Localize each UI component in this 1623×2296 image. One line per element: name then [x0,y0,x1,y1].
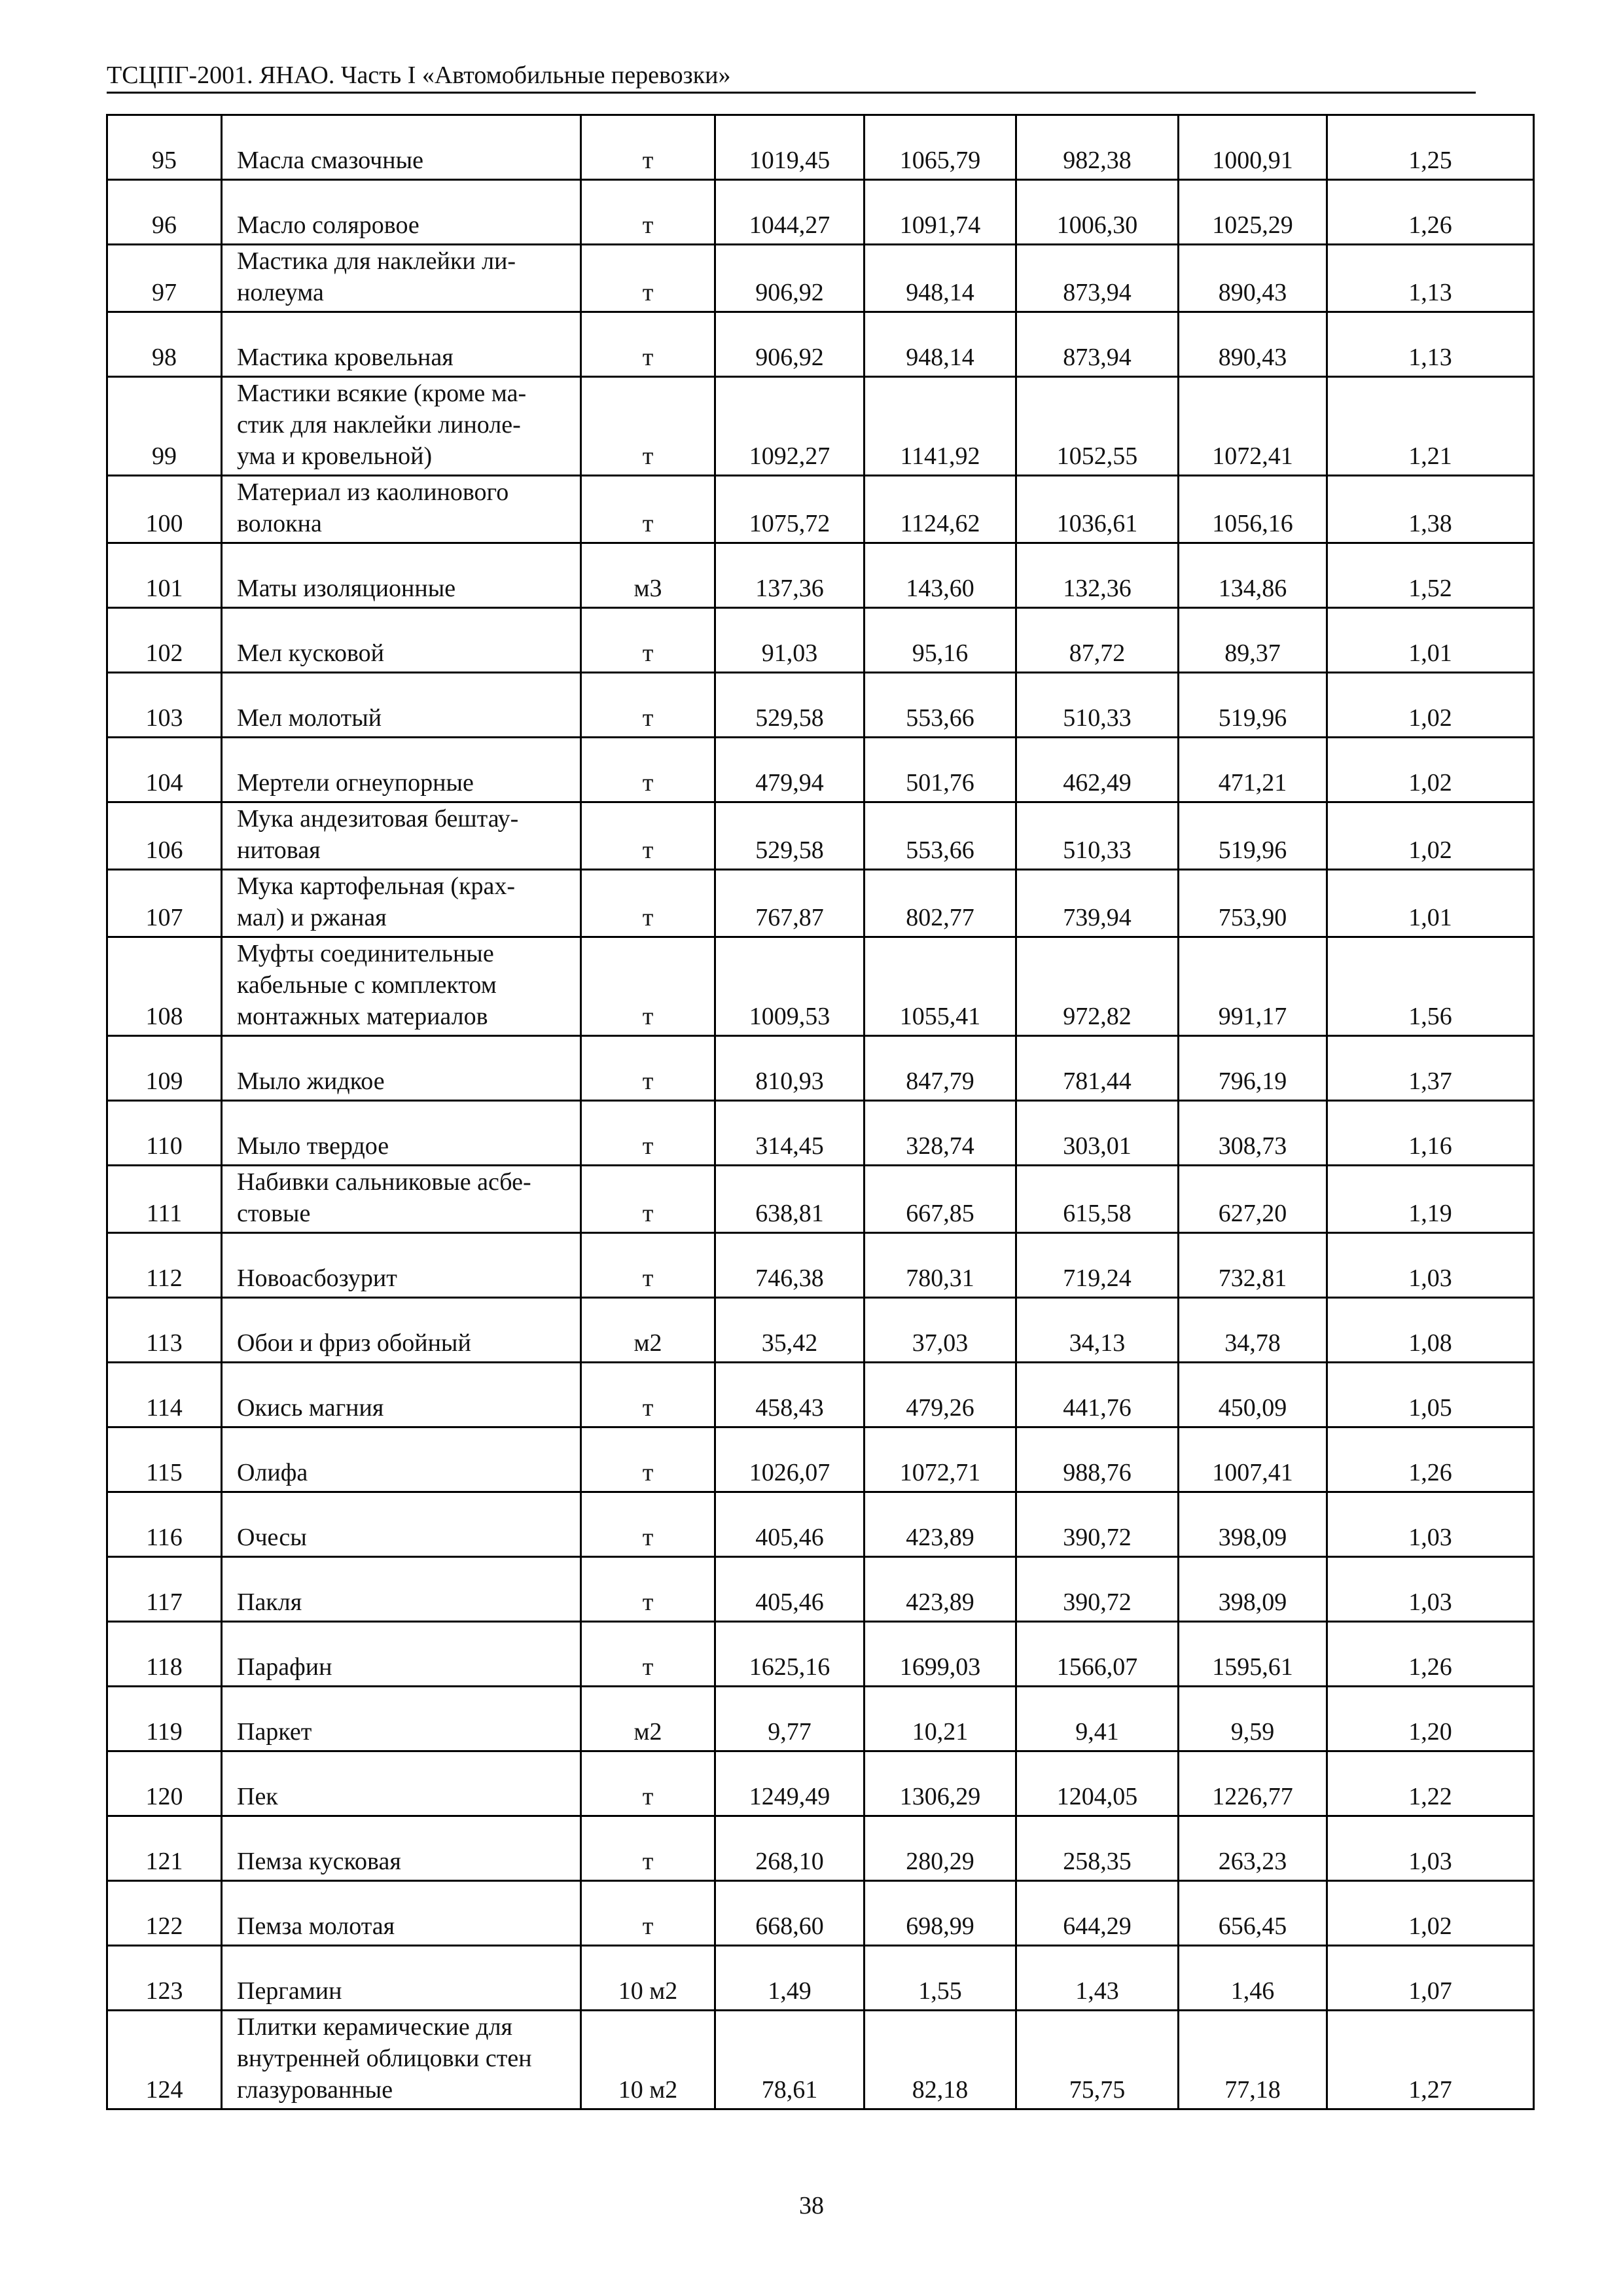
cell-unit: т [581,608,715,673]
cell-value-2: 847,79 [865,1036,1016,1101]
cell-coefficient: 1,22 [1327,1751,1534,1816]
table-row [107,870,1534,937]
cell-unit: м2 [581,1298,715,1363]
cell-coefficient: 1,52 [1327,543,1534,608]
cell-value-1: 906,92 [715,312,865,377]
cell-value-2: 95,16 [865,608,1016,673]
cell-coefficient: 1,01 [1327,870,1534,937]
table-row [107,802,1534,870]
cell-value-2: 82,18 [865,2011,1016,2109]
cell-number: 124 [107,2011,222,2109]
cell-number: 119 [107,1687,222,1751]
table-row [107,245,1534,312]
cell-name: Новоасбозурит [222,1233,581,1298]
cell-coefficient: 1,02 [1327,802,1534,870]
cell-coefficient: 1,02 [1327,738,1534,802]
cell-value-4: 471,21 [1179,738,1327,802]
cell-value-1: 1249,49 [715,1751,865,1816]
cell-coefficient: 1,19 [1327,1166,1534,1233]
cell-value-4: 1,46 [1179,1946,1327,2011]
cell-coefficient: 1,03 [1327,1492,1534,1557]
cell-value-1: 479,94 [715,738,865,802]
cell-name: Мел молотый [222,673,581,738]
cell-unit: т [581,1816,715,1881]
cell-value-4: 656,45 [1179,1881,1327,1946]
cell-value-4: 1025,29 [1179,180,1327,245]
cell-value-1: 746,38 [715,1233,865,1298]
cell-value-3: 1006,30 [1016,180,1179,245]
table-row [107,1751,1534,1816]
cell-unit: т [581,377,715,476]
cell-name: Мастика для наклейки ли- нолеума [222,245,581,312]
cell-name: Мастика кровельная [222,312,581,377]
cell-number: 104 [107,738,222,802]
table-row [107,543,1534,608]
cell-name: Очесы [222,1492,581,1557]
cell-coefficient: 1,01 [1327,608,1534,673]
cell-coefficient: 1,56 [1327,937,1534,1036]
table-row [107,1233,1534,1298]
cell-value-3: 303,01 [1016,1101,1179,1166]
cell-value-3: 781,44 [1016,1036,1179,1101]
cell-coefficient: 1,07 [1327,1946,1534,2011]
cell-value-2: 948,14 [865,312,1016,377]
cell-value-2: 479,26 [865,1363,1016,1427]
table-row [107,1298,1534,1363]
cell-coefficient: 1,21 [1327,377,1534,476]
cell-value-2: 143,60 [865,543,1016,608]
table-row [107,1881,1534,1946]
table-row [107,1166,1534,1233]
cell-unit: т [581,245,715,312]
cell-value-4: 890,43 [1179,312,1327,377]
cell-number: 102 [107,608,222,673]
cell-unit: м3 [581,543,715,608]
cell-value-3: 873,94 [1016,312,1179,377]
cell-value-1: 638,81 [715,1166,865,1233]
table-row [107,1427,1534,1492]
cell-name: Набивки сальниковые асбе- стовые [222,1166,581,1233]
cell-name: Пергамин [222,1946,581,2011]
table-row [107,1557,1534,1622]
cell-coefficient: 1,03 [1327,1816,1534,1881]
cell-number: 101 [107,543,222,608]
cell-unit: т [581,1363,715,1427]
cell-name: Парафин [222,1622,581,1687]
cell-value-4: 134,86 [1179,543,1327,608]
cell-value-2: 1306,29 [865,1751,1016,1816]
cell-coefficient: 1,26 [1327,1427,1534,1492]
page-header [107,60,1476,94]
cell-number: 111 [107,1166,222,1233]
cell-name: Маты изоляционные [222,543,581,608]
cell-value-3: 9,41 [1016,1687,1179,1751]
cell-coefficient: 1,03 [1327,1233,1534,1298]
table-row [107,1687,1534,1751]
cell-name: Обои и фриз обойный [222,1298,581,1363]
cell-coefficient: 1,38 [1327,476,1534,543]
cell-value-1: 405,46 [715,1557,865,1622]
cell-value-3: 644,29 [1016,1881,1179,1946]
cell-value-1: 1075,72 [715,476,865,543]
cell-number: 103 [107,673,222,738]
table-row [107,312,1534,377]
cell-name: Мука картофельная (крах- мал) и ржаная [222,870,581,937]
cell-number: 98 [107,312,222,377]
cell-unit: т [581,1881,715,1946]
header-title: ТСЦПГ-2001. ЯНАО. Часть I «Автомобильные перевозки» [107,62,731,89]
cell-value-4: 890,43 [1179,245,1327,312]
cell-value-1: 1026,07 [715,1427,865,1492]
cell-coefficient: 1,16 [1327,1101,1534,1166]
table-row [107,377,1534,476]
cell-unit: т [581,1101,715,1166]
cell-value-2: 1055,41 [865,937,1016,1036]
cell-unit: т [581,115,715,180]
cell-value-4: 450,09 [1179,1363,1327,1427]
cell-coefficient: 1,26 [1327,1622,1534,1687]
cell-number: 115 [107,1427,222,1492]
cell-value-1: 1009,53 [715,937,865,1036]
cell-value-2: 1065,79 [865,115,1016,180]
cell-number: 108 [107,937,222,1036]
cell-value-2: 37,03 [865,1298,1016,1363]
cell-value-3: 87,72 [1016,608,1179,673]
cell-value-1: 1,49 [715,1946,865,2011]
cell-unit: т [581,1557,715,1622]
cell-value-3: 873,94 [1016,245,1179,312]
cell-unit: т [581,1036,715,1101]
cell-name: Окись магния [222,1363,581,1427]
cell-value-3: 390,72 [1016,1557,1179,1622]
cell-value-4: 1226,77 [1179,1751,1327,1816]
cell-value-1: 1044,27 [715,180,865,245]
cell-number: 106 [107,802,222,870]
cell-name: Мыло жидкое [222,1036,581,1101]
cell-name: Паркет [222,1687,581,1751]
table-row [107,937,1534,1036]
cell-value-1: 314,45 [715,1101,865,1166]
cell-value-4: 263,23 [1179,1816,1327,1881]
cell-value-3: 719,24 [1016,1233,1179,1298]
table-row [107,1946,1534,2011]
cell-coefficient: 1,26 [1327,180,1534,245]
cell-value-4: 753,90 [1179,870,1327,937]
cell-value-1: 1019,45 [715,115,865,180]
cell-value-2: 1091,74 [865,180,1016,245]
page-footer [0,2191,1623,2220]
cell-value-2: 553,66 [865,802,1016,870]
cell-value-4: 77,18 [1179,2011,1327,2109]
cell-name: Муфты соединительные кабельные с комплектом монтажных материалов [222,937,581,1036]
cell-value-3: 1566,07 [1016,1622,1179,1687]
cell-value-1: 529,58 [715,673,865,738]
table-row [107,2011,1534,2109]
cell-value-3: 972,82 [1016,937,1179,1036]
cell-value-4: 519,96 [1179,802,1327,870]
cell-coefficient: 1,37 [1327,1036,1534,1101]
cell-unit: т [581,476,715,543]
cell-value-2: 1072,71 [865,1427,1016,1492]
cell-value-1: 91,03 [715,608,865,673]
cell-value-4: 1007,41 [1179,1427,1327,1492]
cell-unit: т [581,1622,715,1687]
cell-name: Материал из каолинового волокна [222,476,581,543]
cell-value-2: 698,99 [865,1881,1016,1946]
table-row [107,1492,1534,1557]
cell-value-2: 10,21 [865,1687,1016,1751]
cell-value-3: 982,38 [1016,115,1179,180]
cell-value-1: 35,42 [715,1298,865,1363]
cell-value-1: 78,61 [715,2011,865,2109]
cell-value-3: 462,49 [1016,738,1179,802]
cell-value-3: 739,94 [1016,870,1179,937]
cell-name: Мука андезитовая бештау- нитовая [222,802,581,870]
cell-number: 97 [107,245,222,312]
cell-value-3: 1,43 [1016,1946,1179,2011]
cell-unit: т [581,1427,715,1492]
cell-unit: 10 м2 [581,1946,715,2011]
table-row [107,608,1534,673]
cell-value-3: 988,76 [1016,1427,1179,1492]
cell-value-1: 906,92 [715,245,865,312]
cell-unit: т [581,673,715,738]
price-table [106,114,1535,2110]
cell-number: 117 [107,1557,222,1622]
cell-number: 118 [107,1622,222,1687]
table-row [107,673,1534,738]
cell-number: 110 [107,1101,222,1166]
cell-unit: т [581,738,715,802]
cell-number: 122 [107,1881,222,1946]
cell-unit: т [581,1233,715,1298]
cell-coefficient: 1,02 [1327,1881,1534,1946]
cell-value-1: 137,36 [715,543,865,608]
table-row [107,115,1534,180]
price-table-body [107,115,1534,2109]
cell-unit: т [581,180,715,245]
cell-number: 95 [107,115,222,180]
cell-value-1: 529,58 [715,802,865,870]
cell-coefficient: 1,13 [1327,245,1534,312]
cell-value-2: 1141,92 [865,377,1016,476]
cell-number: 114 [107,1363,222,1427]
cell-number: 121 [107,1816,222,1881]
cell-unit: 10 м2 [581,2011,715,2109]
cell-name: Мастики всякие (кроме ма- стик для наклейки линоле- ума и кровельной) [222,377,581,476]
cell-unit: м2 [581,1687,715,1751]
cell-unit: т [581,937,715,1036]
cell-value-3: 1052,55 [1016,377,1179,476]
cell-unit: т [581,1166,715,1233]
table-row [107,1101,1534,1166]
cell-number: 99 [107,377,222,476]
cell-value-4: 627,20 [1179,1166,1327,1233]
cell-number: 113 [107,1298,222,1363]
cell-value-4: 89,37 [1179,608,1327,673]
cell-value-1: 810,93 [715,1036,865,1101]
cell-name: Пемза кусковая [222,1816,581,1881]
cell-value-1: 405,46 [715,1492,865,1557]
cell-value-3: 1204,05 [1016,1751,1179,1816]
cell-unit: т [581,870,715,937]
cell-value-2: 948,14 [865,245,1016,312]
cell-value-2: 423,89 [865,1557,1016,1622]
page-number: 38 [799,2192,824,2219]
cell-coefficient: 1,13 [1327,312,1534,377]
cell-value-4: 991,17 [1179,937,1327,1036]
cell-number: 109 [107,1036,222,1101]
cell-value-4: 1072,41 [1179,377,1327,476]
cell-coefficient: 1,27 [1327,2011,1534,2109]
cell-value-2: 1699,03 [865,1622,1016,1687]
cell-number: 100 [107,476,222,543]
cell-value-2: 780,31 [865,1233,1016,1298]
cell-name: Плитки керамические для внутренней облицовки стен глазурованные [222,2011,581,2109]
cell-number: 123 [107,1946,222,2011]
table-row [107,738,1534,802]
cell-value-4: 1056,16 [1179,476,1327,543]
cell-name: Мел кусковой [222,608,581,673]
cell-coefficient: 1,03 [1327,1557,1534,1622]
cell-value-3: 441,76 [1016,1363,1179,1427]
cell-number: 107 [107,870,222,937]
cell-value-3: 34,13 [1016,1298,1179,1363]
cell-value-4: 398,09 [1179,1492,1327,1557]
cell-number: 112 [107,1233,222,1298]
cell-value-4: 34,78 [1179,1298,1327,1363]
cell-value-4: 1595,61 [1179,1622,1327,1687]
cell-value-2: 328,74 [865,1101,1016,1166]
cell-value-1: 268,10 [715,1816,865,1881]
cell-value-1: 767,87 [715,870,865,937]
cell-value-4: 9,59 [1179,1687,1327,1751]
cell-name: Олифа [222,1427,581,1492]
cell-name: Мыло твердое [222,1101,581,1166]
cell-number: 96 [107,180,222,245]
table-row [107,1816,1534,1881]
cell-value-3: 510,33 [1016,673,1179,738]
cell-value-3: 615,58 [1016,1166,1179,1233]
cell-value-3: 132,36 [1016,543,1179,608]
cell-unit: т [581,1492,715,1557]
cell-value-1: 458,43 [715,1363,865,1427]
cell-coefficient: 1,02 [1327,673,1534,738]
cell-name: Пакля [222,1557,581,1622]
cell-name: Масла смазочные [222,115,581,180]
cell-value-2: 423,89 [865,1492,1016,1557]
table-row [107,476,1534,543]
cell-value-4: 308,73 [1179,1101,1327,1166]
table-row [107,1622,1534,1687]
cell-value-2: 802,77 [865,870,1016,937]
cell-name: Мертели огнеупорные [222,738,581,802]
cell-value-4: 796,19 [1179,1036,1327,1101]
table-row [107,1363,1534,1427]
cell-unit: т [581,1751,715,1816]
cell-value-2: 501,76 [865,738,1016,802]
cell-value-1: 668,60 [715,1881,865,1946]
cell-number: 116 [107,1492,222,1557]
cell-coefficient: 1,25 [1327,115,1534,180]
cell-value-1: 9,77 [715,1687,865,1751]
table-row [107,1036,1534,1101]
cell-value-2: 553,66 [865,673,1016,738]
cell-value-3: 1036,61 [1016,476,1179,543]
cell-value-3: 75,75 [1016,2011,1179,2109]
cell-coefficient: 1,05 [1327,1363,1534,1427]
cell-value-4: 398,09 [1179,1557,1327,1622]
cell-value-1: 1092,27 [715,377,865,476]
cell-number: 120 [107,1751,222,1816]
cell-name: Пек [222,1751,581,1816]
cell-name: Пемза молотая [222,1881,581,1946]
cell-coefficient: 1,20 [1327,1687,1534,1751]
cell-unit: т [581,802,715,870]
cell-value-3: 510,33 [1016,802,1179,870]
cell-unit: т [581,312,715,377]
cell-coefficient: 1,08 [1327,1298,1534,1363]
cell-value-2: 667,85 [865,1166,1016,1233]
cell-value-3: 258,35 [1016,1816,1179,1881]
cell-value-4: 1000,91 [1179,115,1327,180]
cell-value-3: 390,72 [1016,1492,1179,1557]
cell-name: Масло соляровое [222,180,581,245]
cell-value-1: 1625,16 [715,1622,865,1687]
cell-value-2: 1,55 [865,1946,1016,2011]
cell-value-4: 519,96 [1179,673,1327,738]
cell-value-4: 732,81 [1179,1233,1327,1298]
table-row [107,180,1534,245]
cell-value-2: 280,29 [865,1816,1016,1881]
cell-value-2: 1124,62 [865,476,1016,543]
